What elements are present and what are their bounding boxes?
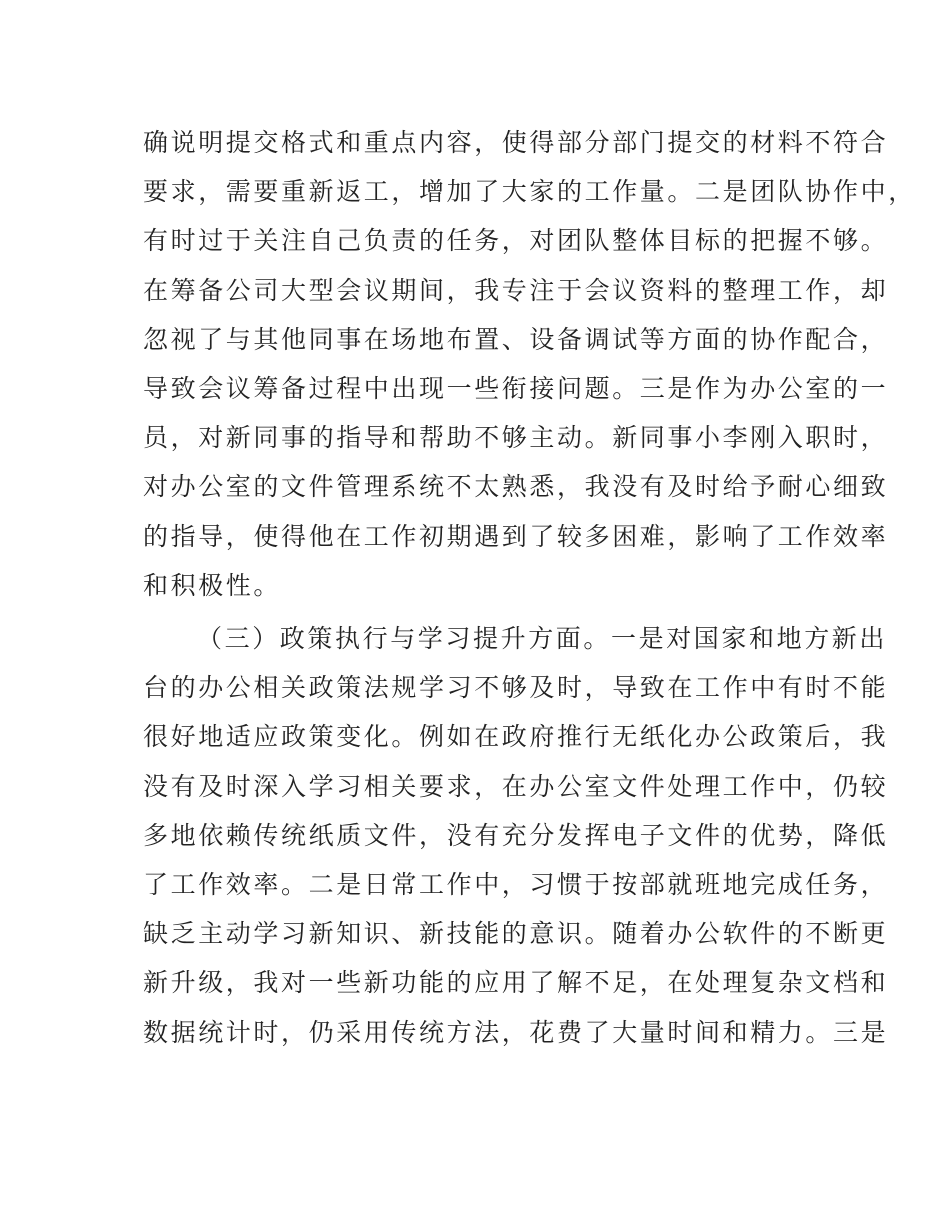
text-line: 忽视了与其他同事在场地布置、设备调试等方面的协作配合， [143,324,889,354]
text-line: 导致会议筹备过程中出现一些衔接问题。三是作为办公室的一 [143,373,889,403]
text-line: 台的办公相关政策法规学习不够及时，导致在工作中有时不能 [143,673,889,703]
text-line: 确说明提交格式和重点内容，使得部分部门提交的材料不符合 [143,128,889,157]
text-line: 很好地适应政策变化。例如在政府推行无纸化办公政策后，我 [143,722,889,752]
text-line: 要求，需要重新返工，增加了大家的工作量。二是团队协作中， [143,177,916,207]
paragraph-policy-learning [143,614,888,1057]
text-line: 员，对新同事的指导和帮助不够主动。新同事小李刚入职时， [143,423,889,453]
paragraph-teamwork [143,118,916,610]
text-line: 在筹备公司大型会议期间，我专注于会议资料的整理工作，却 [143,275,889,305]
text-line: 缺乏主动学习新知识、新技能的意识。随着办公软件的不断更 [143,919,889,949]
text-line: 新升级，我对一些新功能的应用了解不足，在处理复杂文档和 [143,968,889,998]
text-line: 了工作效率。二是日常工作中，习惯于按部就班地完成任务， [143,869,889,899]
text-line: 多地依赖传统纸质文件，没有充分发挥电子文件的优势，降低 [143,820,889,850]
text-line: 的指导，使得他在工作初期遇到了较多困难，影响了工作效率 [143,521,889,551]
text-line: 有时过于关注自己负责的任务，对团队整体目标的把握不够。 [143,226,889,256]
text-line: 和积极性。 [143,570,282,600]
text-line: 没有及时深入学习相关要求，在办公室文件处理工作中，仍较 [143,771,889,801]
section-heading-line: （三）政策执行与学习提升方面。一是对国家和地方新出 [197,624,888,653]
text-line: 数据统计时，仍采用传统方法，花费了大量时间和精力。三是 [143,1017,889,1047]
text-line: 对办公室的文件管理系统不太熟悉，我没有及时给予耐心细致 [143,472,889,502]
